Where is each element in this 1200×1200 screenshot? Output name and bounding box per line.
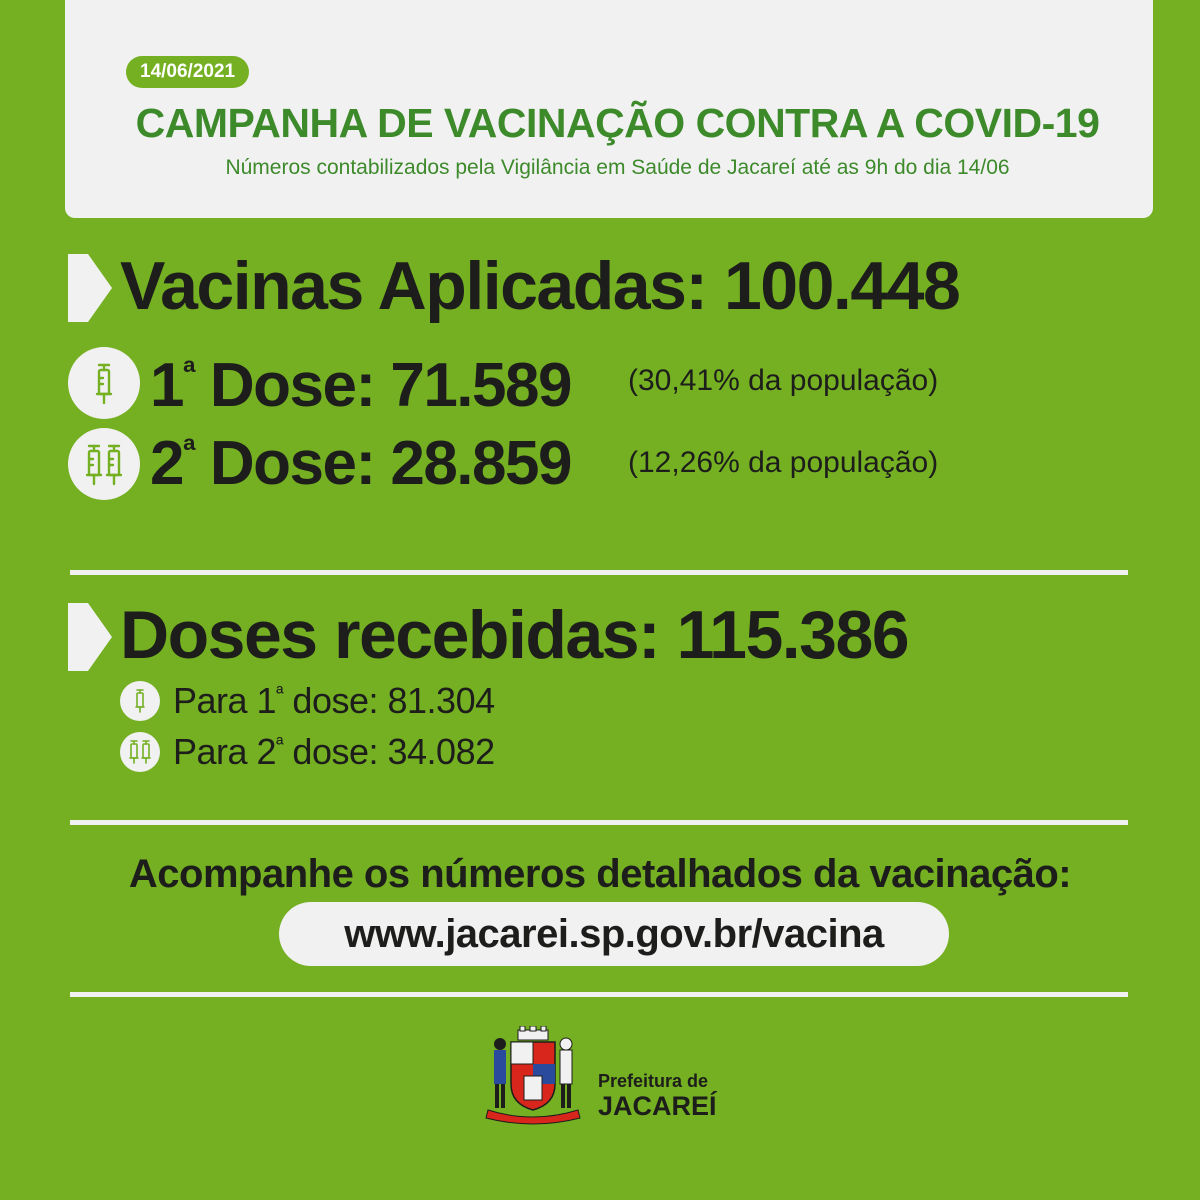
dose2-label: Dose: [209,429,375,498]
received-value: 115.386 [676,597,909,673]
vaccine-url-link[interactable]: www.jacarei.sp.gov.br/vacina [279,902,949,966]
second-dose-percentage: (12,26% da população) [628,446,939,479]
logo-line2: JACAREÍ [598,1091,717,1121]
received-dose2-prefix: Para 2 [173,731,277,772]
dose1-label: Dose: [209,351,375,420]
arrow-icon [68,603,112,671]
received-first-dose [173,680,495,722]
dose2-ordinal: 2 [150,429,183,498]
received-dose1-suffix: ª [276,683,283,706]
city-crest-icon [480,1026,586,1126]
received-total [120,596,908,674]
campaign-title: CAMPANHA DE VACINAÇÃO CONTRA A COVID-19 [135,100,1100,146]
received-second-dose [173,731,495,773]
divider [70,570,1128,575]
city-logo-text [598,1072,717,1120]
received-label: Doses recebidas: [120,597,660,673]
arrow-icon [68,254,112,322]
double-syringe-icon [68,428,140,500]
dose2-ordinal-suffix: ª [182,431,195,470]
first-dose-applied [150,350,571,421]
received-dose1-label: dose: [292,680,378,721]
second-dose-applied [150,428,571,499]
double-syringe-icon [120,732,160,772]
received-dose2-label: dose: [292,731,378,772]
logo-line1: Prefeitura de [598,1071,709,1091]
received-dose1-prefix: Para 1 [173,680,277,721]
syringe-icon [68,347,140,419]
campaign-subtitle: Números contabilizados pela Vigilância em Saúde de Jacareí até as 9h do dia 14/06 [225,156,1010,179]
applied-total [120,247,959,325]
divider [70,820,1128,825]
first-dose-percentage: (30,41% da população) [628,364,939,397]
received-dose2-value: 34.082 [387,731,495,772]
date-badge: 14/06/2021 [126,56,249,88]
dose2-value: 28.859 [390,429,571,498]
divider [70,992,1128,997]
applied-value: 100.448 [723,248,960,324]
dose1-ordinal: 1 [150,351,183,420]
dose1-ordinal-suffix: ª [182,353,195,392]
dose1-value: 71.589 [390,351,571,420]
syringe-icon [120,681,160,721]
received-dose1-value: 81.304 [387,680,495,721]
received-dose2-suffix: ª [276,734,283,757]
applied-label: Vacinas Aplicadas: [120,248,707,324]
follow-text: Acompanhe os números detalhados da vacinação: [128,852,1072,896]
